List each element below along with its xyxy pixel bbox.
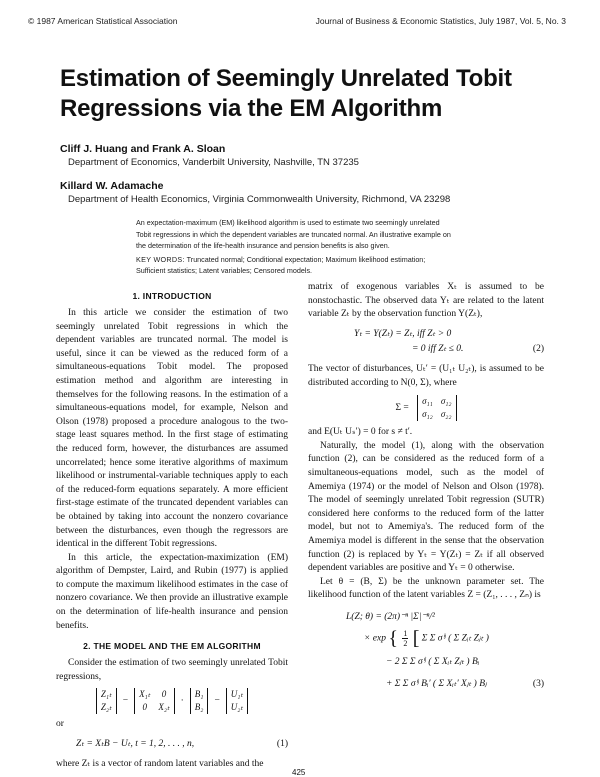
or-text: or (56, 719, 64, 730)
equation-3-number: (3) (532, 678, 544, 689)
sigma-entries (417, 395, 456, 421)
article-title (60, 64, 560, 124)
matrix-equation (56, 688, 288, 714)
right-paragraph-5: Let θ = (B, Σ) be the unknown parameter set. The likelihood function of the latent variables Z = (Z₁, . . . , Zₙ) is (308, 576, 544, 601)
author-names-1: Cliff J. Huang and Frank A. Sloan (60, 143, 226, 155)
likelihood-line-1: L(Z; θ) = (2π)⁻ⁿ |Σ|⁻ⁿ/² (346, 611, 435, 622)
matrix-b-2: B₂ (194, 702, 204, 713)
section-2-heading: 2. THE MODEL AND THE EM ALGORITHM (83, 641, 261, 652)
intro-paragraph-1: In this article we consider the estimation of two seemingly unrelated Tobit regressions in which the dependent variables are truncated normal. The model is useful, since it can be viewed as the reduced form of a simultaneous-equations Tobit model. The proposed estimation method and algorithm are interesting in themselves for the following reasons. In the estimation of a simultaneous-equations model, for example, Nelson and Olson (1978) proposed a procedure analogous to the two-stage least squares method. In the first stage of estimating the reduced form, however, the disturbances are assumed uncorrelated; hence some iterative algorithms of maximum likelihood or instrumental-variable techniques apply to each of the reduced-form equations separately. A more efficient first-stage estimate of the truncated dependent variables can be obtained by taking into account the nonzero covariance between the disturbances, even though the regressors are identical in the different Tobit regressions. (56, 308, 288, 550)
sigma-matrix (308, 395, 544, 421)
equation-2a: Yₜ = Y(Zₜ) = Zₜ, iff Zₜ > 0 (354, 328, 452, 339)
section-1-heading: 1. INTRODUCTION (132, 291, 212, 301)
matrix-u (226, 688, 248, 714)
right-column (308, 281, 544, 692)
matrix-z-1: Z₁ₜ (100, 689, 112, 700)
running-header-right: Journal of Business & Economic Statistics, July 1987, Vol. 5, No. 3 (315, 16, 566, 26)
abstract: An expectation-maximum (EM) likelihood algorithm is used to estimate two seemingly unrelated Tobit regressions in which the dependent variables are truncated normal. An illustrative example on the determination of the life-health insurance and pension benefits is also given. (136, 218, 451, 250)
title-line-1: Estimation of Seemingly Unrelated Tobit (60, 65, 512, 92)
exp-label: × exp (364, 633, 386, 644)
right-paragraph-4: Naturally, the model (1), along with the observation function (2), can be considered as the reduced form of a simultaneous-equations model, such as the model of Amemiya (1974) or the model of Nelson and Olson (1978). The model of seemingly unrelated Tobit regression (SUTR) considered here conforms to the reduced form of the latter model, but not to Amemiya's. The reduced form of the Amemiya model is different in the sense that the observation function (2) is replaced by Yₜ = Y(Zₜ) = Zₜ if all observed dependent variables are positive and Yₜ = 0 otherwise. (308, 440, 544, 574)
keywords-text: Truncated normal; Conditional expectation; Maximum likelihood estimation; Sufficient statistics; Latent variables; Censored models. (136, 255, 426, 275)
equation-1 (76, 738, 288, 752)
running-header-left: © 1987 American Statistical Association (28, 16, 178, 26)
likelihood-line-3: − 2 Σ Σ σⁱʲ ( Σ Xᵢₜ Zⱼₜ ) Bᵢ (386, 656, 480, 667)
matrix-x-22: X₂ₜ (158, 702, 170, 713)
matrix-x-11: X₁ₜ (139, 689, 151, 700)
author-names-2: Killard W. Adamache (60, 180, 164, 192)
sigma-lhs: Σ = (395, 403, 409, 414)
equation-2b: = 0 iff Zₜ ≤ 0. (412, 344, 464, 355)
matrix-z-2: Z₂ₜ (100, 702, 112, 713)
sigma-11: σ₁₁ (422, 396, 433, 407)
matrix-b (190, 688, 209, 714)
right-paragraph-1: matrix of exogenous variables Xₜ is assumed to be nonstochastic. The observed data Yₜ are related to the latent variable Zₜ by the observation function Y(Zₜ), (308, 282, 544, 320)
author-affiliation-1: Department of Economics, Vanderbilt University, Nashville, TN 37235 (68, 157, 359, 168)
half-fraction: $\frac{1}{2}$ (403, 628, 408, 648)
sigma-12: σ₁₂ (440, 396, 452, 407)
right-paragraph-3: and E(Uₜ Uₛ′) = 0 for s ≠ t′. (308, 427, 413, 438)
intro-paragraph-2: In this article, the expectation-maximization (EM) algorithm of Dempster, Laird, and Rubin (1977) is applied to compute the maximum likelihood estimates in the case of nonzero covariance. We then provide an illustrative example on the determination of life-health insurance and pension benefits. (56, 552, 288, 631)
matrix-z (96, 688, 117, 714)
author-affiliation-2: Department of Health Economics, Virginia Commonwealth University, Richmond, VA 23298 (68, 194, 451, 205)
sigma-21: σ₁₂ (422, 409, 433, 420)
likelihood-term-1: Σ Σ σⁱʲ ( Σ Zᵢₜ Zⱼₜ ) (421, 633, 489, 644)
minus-sign-2: − (214, 695, 220, 706)
likelihood-term-3: + Σ Σ σⁱʲ Bᵢ′ ( Σ Xᵢₜ′ Xⱼₜ ) Bⱼ (386, 678, 487, 689)
sigma-22: σ₂₂ (440, 409, 452, 420)
matrix-u-1: U₁ₜ (230, 689, 244, 700)
title-line-2: Regressions via the EM Algorithm (60, 95, 443, 122)
right-paragraph-2: The vector of disturbances, Uₜ′ = (U₁ₜ U₂ₜ), is assumed to be distributed according to N(0, Σ), where (308, 363, 544, 388)
page-number: 425 (292, 768, 306, 777)
matrix-x (134, 688, 175, 714)
dot-sign: · (180, 695, 184, 706)
likelihood-line-2: × exp { $\frac{1}{2}$ [ Σ Σ σⁱʲ ( Σ Zᵢₜ Zⱼₜ ) (364, 627, 489, 650)
model-paragraph-1: Consider the estimation of two seemingly unrelated Tobit regressions, (56, 658, 288, 682)
equation-1-number: (1) (276, 739, 288, 750)
equation-2 (412, 343, 544, 357)
model-paragraph-2: where Zₜ is a vector of random latent variables and the (56, 758, 264, 769)
equation-2-number: (2) (532, 344, 544, 355)
keywords-label: KEY WORDS: (136, 255, 185, 264)
equation-1-body: Zₜ = XₜB − Uₜ, t = 1, 2, . . . , n, (76, 739, 195, 750)
likelihood-line-4 (386, 676, 544, 692)
left-column (56, 283, 288, 771)
minus-sign: − (122, 695, 129, 706)
keywords (136, 255, 452, 276)
matrix-x-21: 0 (142, 702, 147, 713)
matrix-b-1: B₁ (194, 689, 204, 700)
matrix-x-12: 0 (161, 689, 167, 700)
matrix-u-2: U₂ₜ (230, 702, 244, 713)
